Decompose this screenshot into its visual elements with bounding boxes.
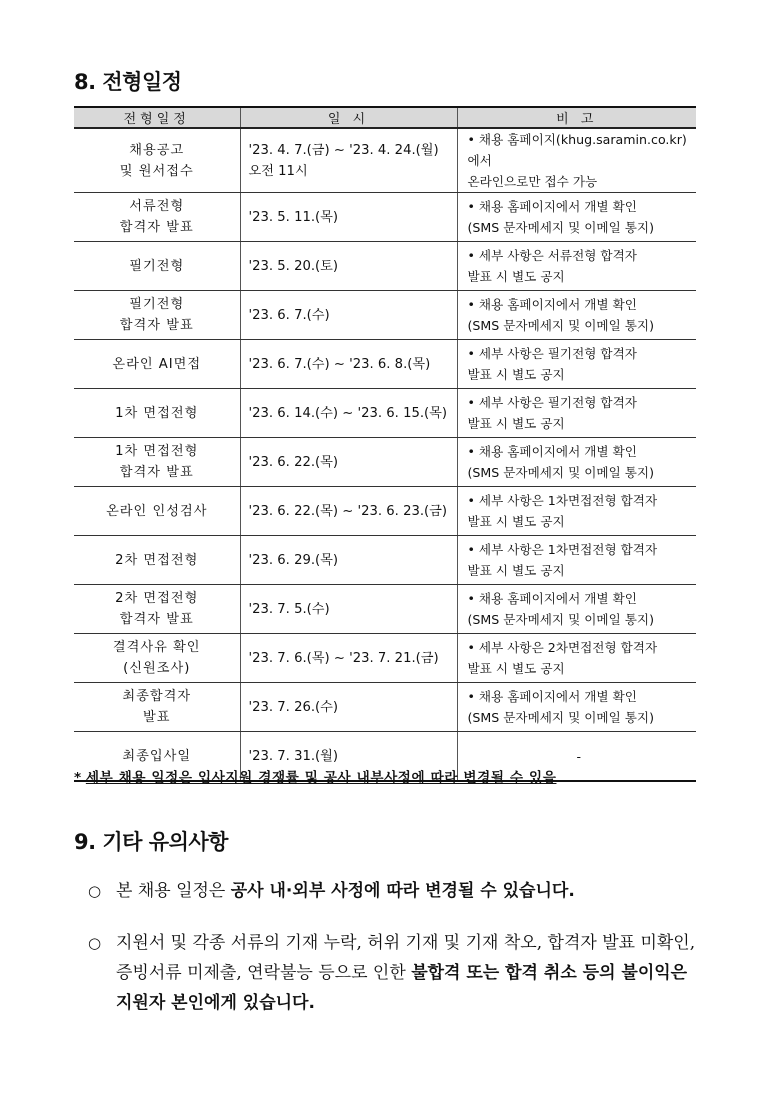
stage-cell-line: 합격자 발표 <box>119 465 194 480</box>
notice-2-bold: 불합격 또는 합격 취소 등의 불이익은 지원자 본인에게 있습니다. <box>116 963 688 1013</box>
date-cell-line: '23. 7. 31.(월) <box>248 748 339 764</box>
note-cell <box>457 128 696 193</box>
date-cell <box>240 585 457 634</box>
stage-cell-line: 2차 면접전형 <box>115 591 199 606</box>
schedule-header-row <box>74 107 696 128</box>
stage-cell-line: 합격자 발표 <box>119 318 194 333</box>
header-date: 일 시 <box>240 107 457 128</box>
date-cell <box>240 536 457 585</box>
stage-cell-line: 온라인 AI면접 <box>112 356 202 372</box>
note-cell-line: 발표 시 별도 공지 <box>467 367 565 382</box>
date-cell-line: '23. 6. 22.(목) <box>248 454 339 470</box>
note-cell-line: • 채용 홈페이지에서 개별 확인 <box>467 591 637 606</box>
note-cell-line: - <box>576 748 582 764</box>
stage-cell <box>74 389 240 438</box>
note-cell-line: 발표 시 별도 공지 <box>467 269 565 284</box>
note-cell <box>457 340 696 389</box>
stage-cell-line: 서류전형 <box>129 199 185 214</box>
stage-cell-line: 발표 <box>143 710 171 725</box>
stage-cell <box>74 634 240 683</box>
stage-cell-line: 필기전형 <box>129 258 185 274</box>
note-cell <box>457 634 696 683</box>
header-note: 비 고 <box>457 107 696 128</box>
bullet-circle-icon: ○ <box>88 882 102 900</box>
note-cell-line: (SMS 문자메세지 및 이메일 통지) <box>467 710 655 725</box>
date-cell <box>240 634 457 683</box>
date-cell-line: 오전 11시 <box>248 163 308 179</box>
note-cell-line: 발표 시 별도 공지 <box>467 416 565 431</box>
date-cell <box>240 438 457 487</box>
date-cell <box>240 389 457 438</box>
stage-cell <box>74 291 240 340</box>
note-cell-line: (SMS 문자메세지 및 이메일 통지) <box>467 220 655 235</box>
stage-cell-line: 온라인 인성검사 <box>106 503 208 519</box>
stage-cell-line: 및 원서접수 <box>119 163 194 179</box>
date-cell-line: '23. 6. 29.(목) <box>248 552 339 568</box>
date-cell-line: '23. 5. 11.(목) <box>248 209 339 225</box>
schedule-row <box>74 634 696 683</box>
note-cell <box>457 242 696 291</box>
stage-cell-line: 채용공고 <box>129 142 185 158</box>
schedule-footnote <box>74 766 696 786</box>
stage-cell-line: 최종입사일 <box>122 748 192 764</box>
note-cell-line: • 채용 홈페이지에서 개별 확인 <box>467 199 637 214</box>
notice-item-1 <box>88 876 700 906</box>
schedule-row <box>74 683 696 732</box>
note-cell-line: 발표 시 별도 공지 <box>467 563 565 578</box>
stage-cell <box>74 128 240 193</box>
note-cell-line: • 채용 홈페이지(khug.saramin.co.kr)에서 <box>467 132 687 168</box>
stage-cell-line: 2차 면접전형 <box>115 552 199 568</box>
date-cell-line: '23. 6. 7.(수) ~ '23. 6. 8.(목) <box>248 356 431 372</box>
schedule-row <box>74 536 696 585</box>
notice-1-plain: 본 채용 일정은 <box>116 881 231 901</box>
note-cell-line: • 세부 사항은 1차면접전형 합격자 <box>467 542 658 557</box>
note-cell <box>457 585 696 634</box>
date-cell <box>240 340 457 389</box>
schedule-row <box>74 585 696 634</box>
date-cell-line: '23. 7. 5.(수) <box>248 601 330 617</box>
note-cell-line: • 세부 사항은 2차면접전형 합격자 <box>467 640 658 655</box>
schedule-table <box>74 106 696 782</box>
note-cell-line: • 세부 사항은 서류전형 합격자 <box>467 248 637 263</box>
stage-cell-line: 합격자 발표 <box>119 612 194 627</box>
stage-cell <box>74 242 240 291</box>
notice-item-2 <box>88 928 700 1018</box>
footnote-text: 세부 채용 일정은 입사지원 경쟁률 및 공사 내부사정에 따라 변경될 수 있음 <box>85 770 557 786</box>
stage-cell-line: (신원조사) <box>123 661 191 676</box>
note-cell <box>457 683 696 732</box>
stage-cell-line: 1차 면접전형 <box>115 405 199 421</box>
date-cell <box>240 291 457 340</box>
date-cell <box>240 128 457 193</box>
schedule-row <box>74 128 696 193</box>
date-cell <box>240 487 457 536</box>
stage-cell <box>74 340 240 389</box>
schedule-row <box>74 389 696 438</box>
note-cell <box>457 438 696 487</box>
date-cell-line: '23. 6. 7.(수) <box>248 307 330 323</box>
stage-cell-line: 필기전형 <box>129 297 185 312</box>
stage-cell <box>74 438 240 487</box>
stage-cell-line: 1차 면접전형 <box>115 444 199 459</box>
schedule-row <box>74 242 696 291</box>
date-cell-line: '23. 6. 22.(목) ~ '23. 6. 23.(금) <box>248 503 448 519</box>
note-cell <box>457 487 696 536</box>
note-cell-line: • 채용 홈페이지에서 개별 확인 <box>467 689 637 704</box>
note-cell-line: 온라인으로만 접수 가능 <box>467 174 598 189</box>
note-cell <box>457 291 696 340</box>
schedule-row <box>74 438 696 487</box>
note-cell-line: • 채용 홈페이지에서 개별 확인 <box>467 297 637 312</box>
schedule-row <box>74 340 696 389</box>
date-cell-line: '23. 7. 6.(목) ~ '23. 7. 21.(금) <box>248 650 439 666</box>
schedule-row <box>74 487 696 536</box>
stage-cell <box>74 683 240 732</box>
stage-cell <box>74 536 240 585</box>
section-8-title: 8. 전형일정 <box>74 70 182 94</box>
stage-cell-line: 결격사유 확인 <box>112 640 201 655</box>
note-cell-line: • 세부 사항은 필기전형 합격자 <box>467 346 637 361</box>
section-9-title: 9. 기타 유의사항 <box>74 830 228 854</box>
date-cell <box>240 242 457 291</box>
schedule-row <box>74 193 696 242</box>
schedule-row <box>74 291 696 340</box>
notice-1-bold: 공사 내·외부 사정에 따라 변경될 수 있습니다. <box>230 881 575 901</box>
date-cell-line: '23. 6. 14.(수) ~ '23. 6. 15.(목) <box>248 405 448 421</box>
stage-cell-line: 합격자 발표 <box>119 220 194 235</box>
stage-cell-line: 최종합격자 <box>122 689 192 704</box>
note-cell-line: (SMS 문자메세지 및 이메일 통지) <box>467 612 655 627</box>
stage-cell <box>74 585 240 634</box>
note-cell <box>457 193 696 242</box>
note-cell <box>457 389 696 438</box>
date-cell <box>240 193 457 242</box>
note-cell-line: 발표 시 별도 공지 <box>467 661 565 676</box>
note-cell-line: • 세부 사항은 1차면접전형 합격자 <box>467 493 658 508</box>
date-cell <box>240 683 457 732</box>
bullet-circle-icon: ○ <box>88 934 102 952</box>
note-cell-line: 발표 시 별도 공지 <box>467 514 565 529</box>
note-cell <box>457 536 696 585</box>
date-cell-line: '23. 5. 20.(토) <box>248 258 339 274</box>
note-cell-line: • 세부 사항은 필기전형 합격자 <box>467 395 637 410</box>
stage-cell <box>74 193 240 242</box>
header-stage: 전형일정 <box>74 107 240 128</box>
date-cell-line: '23. 4. 7.(금) ~ '23. 4. 24.(월) <box>248 142 439 158</box>
date-cell-line: '23. 7. 26.(수) <box>248 699 339 715</box>
stage-cell <box>74 487 240 536</box>
note-cell-line: (SMS 문자메세지 및 이메일 통지) <box>467 318 655 333</box>
footnote-mark: * <box>74 770 82 786</box>
note-cell-line: (SMS 문자메세지 및 이메일 통지) <box>467 465 655 480</box>
note-cell-line: • 채용 홈페이지에서 개별 확인 <box>467 444 637 459</box>
notice-2-plain: 지원서 및 각종 서류의 기재 누락, 허위 기재 및 기재 착오, 합격자 발표 미확인, 증빙서류 미제출, 연락불능 등으로 인한 <box>116 933 696 983</box>
